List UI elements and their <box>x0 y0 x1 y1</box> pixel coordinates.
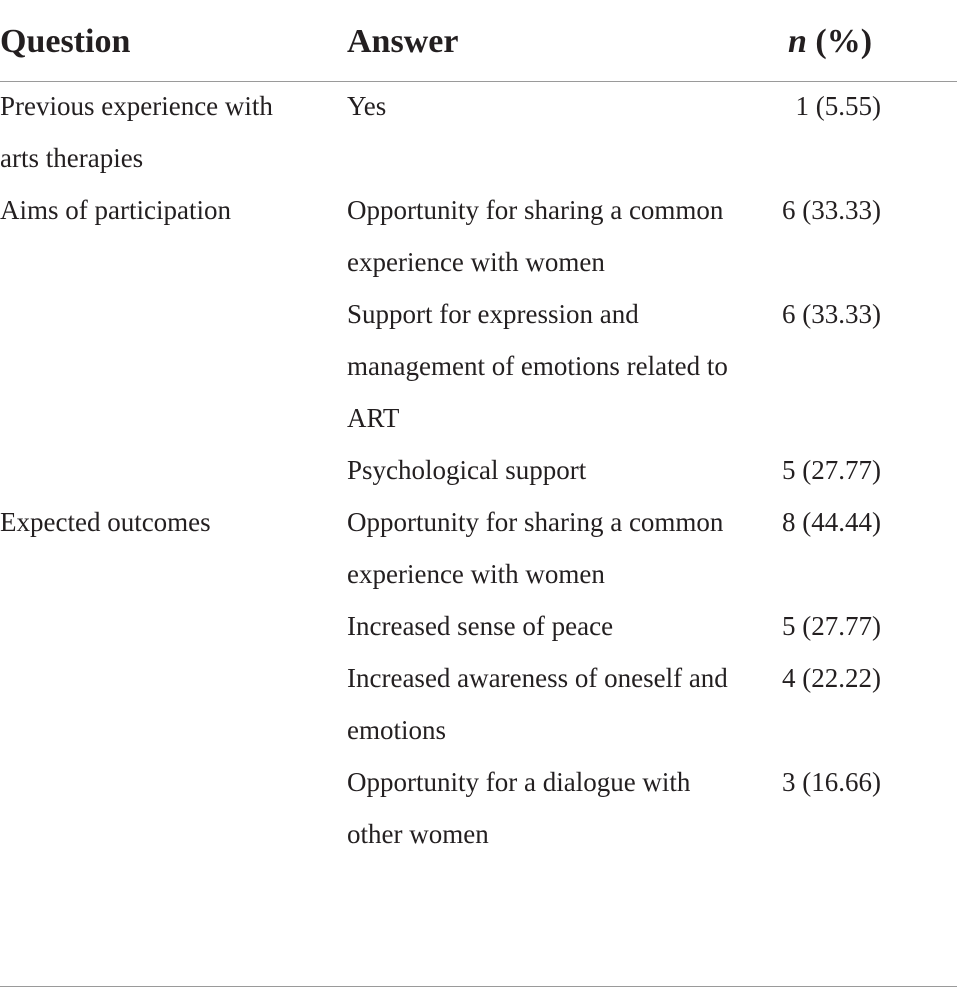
value-cell: 6 (33.33) <box>782 195 881 225</box>
header-n-percent <box>788 22 872 62</box>
table-row <box>0 496 957 600</box>
answer-cell: Psychological support <box>347 455 587 485</box>
table-row <box>0 756 957 860</box>
answer-cell: Support for expression and management of emotions related to ART <box>347 299 728 433</box>
value-cell: 4 (22.22) <box>782 663 881 693</box>
table-row <box>0 288 957 444</box>
answer-cell: Opportunity for sharing a common experience with women <box>347 195 724 277</box>
answer-cell: Opportunity for sharing a common experience with women <box>347 507 724 589</box>
question-cell <box>0 184 347 236</box>
question-line: Previous experience with <box>0 91 273 121</box>
value-cell: 1 (5.55) <box>795 91 881 121</box>
value-cell: 3 (16.66) <box>782 767 881 797</box>
header-question: Question <box>0 23 131 60</box>
table-row <box>0 600 957 652</box>
table-row <box>0 652 957 756</box>
value-cell: 6 (33.33) <box>782 299 881 329</box>
question-line: Expected outcomes <box>0 507 211 537</box>
answer-cell: Opportunity for a dialogue with other women <box>347 767 691 849</box>
table-header <box>0 0 957 82</box>
table-row <box>0 80 957 184</box>
question-line: Aims of participation <box>0 195 231 225</box>
question-cell <box>0 496 347 548</box>
answer-cell: Increased sense of peace <box>347 611 614 641</box>
header-percent-symbol: (%) <box>806 23 873 60</box>
value-cell: 5 (27.77) <box>782 455 881 485</box>
value-cell: 5 (27.77) <box>782 611 881 641</box>
answer-cell: Increased awareness of oneself and emotions <box>347 663 728 745</box>
bottom-rule <box>0 986 957 987</box>
table-body <box>0 80 957 860</box>
question-line: arts therapies <box>0 143 144 173</box>
value-cell: 8 (44.44) <box>782 507 881 537</box>
answer-cell: Yes <box>347 91 387 121</box>
question-cell <box>0 80 347 184</box>
header-answer: Answer <box>347 23 459 60</box>
table-row <box>0 444 957 496</box>
header-n-symbol: n <box>788 23 807 60</box>
table-row <box>0 184 957 288</box>
